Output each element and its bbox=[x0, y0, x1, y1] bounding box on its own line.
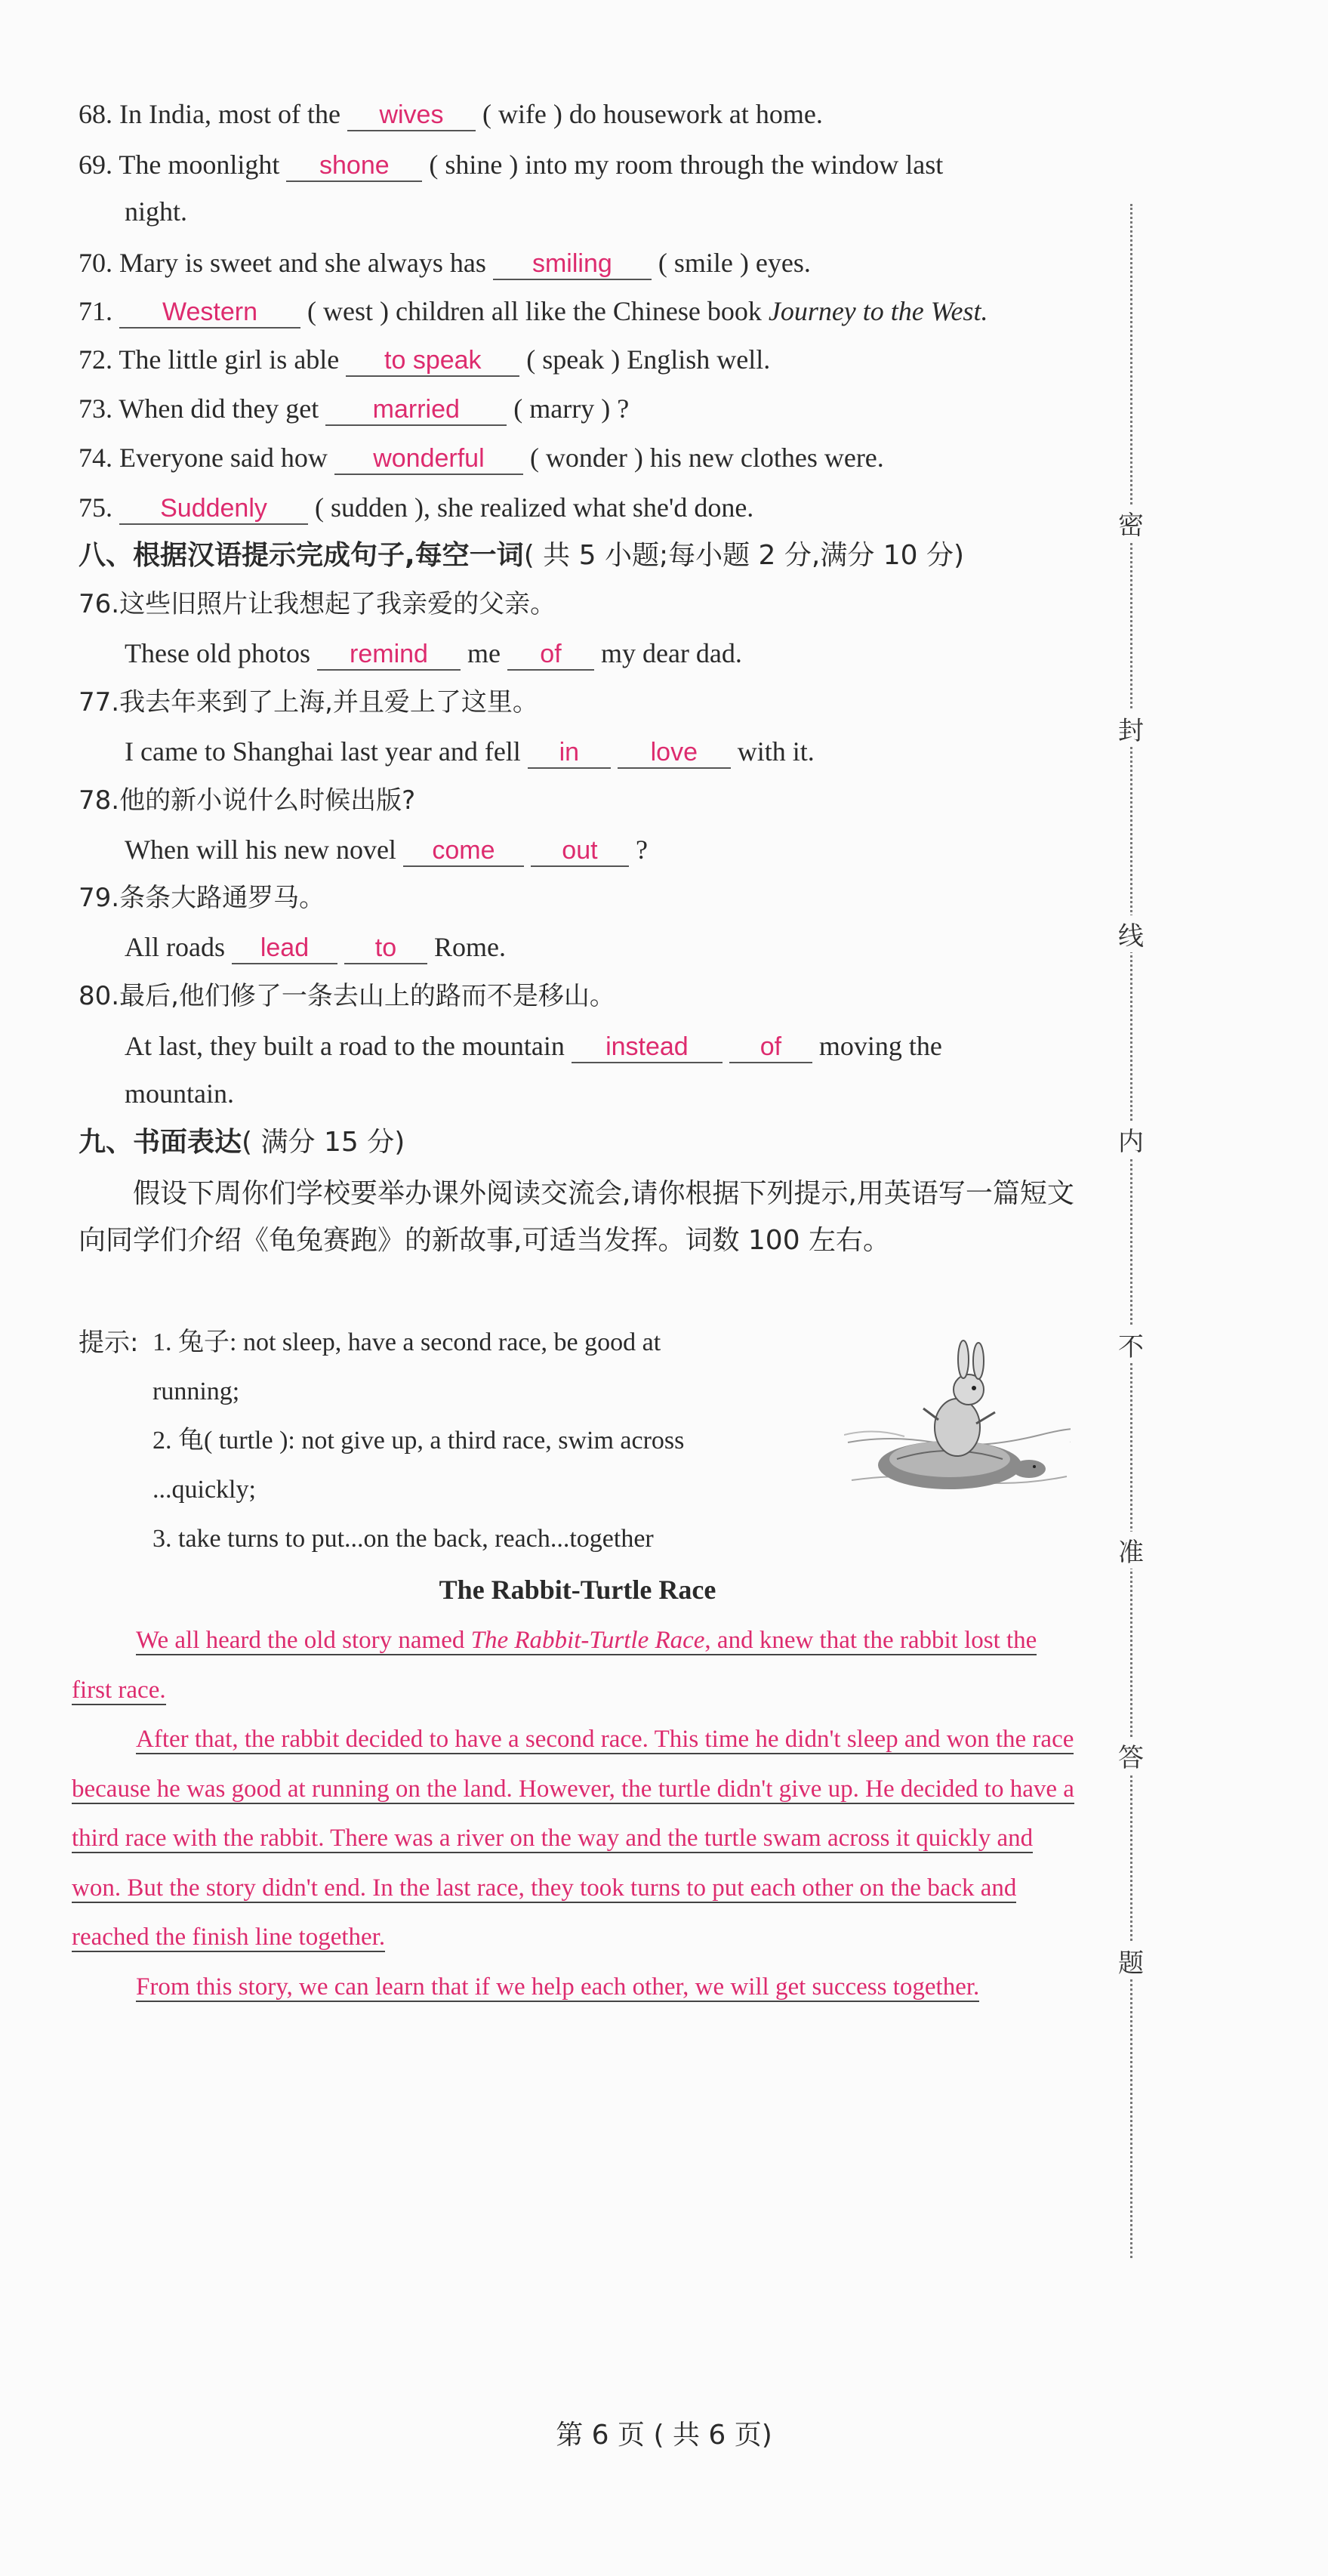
question-77-english: I came to Shanghai last year and fell in love with it. bbox=[125, 734, 815, 769]
essay-paragraph: From this story, we can learn that if we help each other, we will get success together. bbox=[136, 1973, 980, 2001]
answer-blank: to bbox=[344, 933, 427, 964]
seal-char: 密 bbox=[1116, 504, 1146, 541]
answer-blank: remind bbox=[317, 639, 461, 671]
writing-prompt: 假设下周你们学校要举办课外阅读交流会,请你根据下列提示,用英语写一篇短文向同学们介绍《龟兔赛跑》的新故事,可适当发挥。词数 100 左右。 bbox=[79, 1178, 1074, 1256]
essay-answer bbox=[72, 1616, 1076, 2012]
answer-blank: wonderful bbox=[334, 443, 523, 475]
question-80-english: At last, they built a road to the mountain instead of moving the bbox=[125, 1029, 942, 1063]
question-78-english: When will his new novel come out ? bbox=[125, 832, 648, 867]
answer-blank: love bbox=[618, 737, 731, 769]
page-number: 第 6 页 ( 共 6 页) bbox=[556, 2420, 772, 2451]
answer-blank: instead bbox=[572, 1032, 723, 1063]
answer-blank: come bbox=[403, 835, 524, 867]
hint-label: 提示: bbox=[79, 1328, 139, 1358]
question-76-english: These old photos remind me of my dear dad. bbox=[125, 636, 742, 671]
seal-char: 内 bbox=[1116, 1121, 1146, 1158]
section-8-heading: 八、根据汉语提示完成句子,每空一词( 共 5 小题;每小题 2 分,满分 10 分) bbox=[79, 540, 965, 571]
question-74: 74. Everyone said how wonderful ( wonder ) his new clothes were. bbox=[79, 440, 884, 475]
answer-blank: shone bbox=[286, 150, 422, 182]
answer-blank: in bbox=[528, 737, 611, 769]
answer-blank: lead bbox=[232, 933, 337, 964]
rabbit-turtle-illustration bbox=[844, 1329, 1071, 1503]
answer-blank: wives bbox=[347, 100, 476, 131]
seal-char: 准 bbox=[1116, 1532, 1146, 1569]
question-72: 72. The little girl is able to speak ( speak ) English well. bbox=[79, 342, 770, 377]
answer-blank: of bbox=[507, 639, 594, 671]
hint-item: 3. take turns to put...on the back, reach...together bbox=[153, 1525, 654, 1553]
essay-title: The Rabbit-Turtle Race bbox=[439, 1575, 716, 1605]
question-68: 68. In India, most of the wives ( wife ) do housework at home. bbox=[79, 97, 823, 131]
answer-blank: Suddenly bbox=[119, 493, 308, 525]
answer-blank: to speak bbox=[346, 345, 519, 377]
question-73: 73. When did they get married ( marry ) ? bbox=[79, 391, 629, 426]
seal-char: 线 bbox=[1116, 915, 1146, 952]
question-71: 71. Western ( west ) children all like the Chinese book Journey to the West. bbox=[79, 294, 988, 329]
hint-item: running; bbox=[153, 1377, 240, 1405]
hint-item: ...quickly; bbox=[153, 1476, 256, 1504]
essay-paragraph: After that, the rabbit decided to have a second race. This time he didn't sleep and won the race because he was good at running on the land. However, the turtle didn't give up. He decided to have a third race with the rabbit. There was a river on the way and the turtle swam across it quickly and won. But the story didn't end. In the last race, they took turns to put each other on the back and reached the finish line together. bbox=[72, 1726, 1074, 1951]
seal-char: 封 bbox=[1116, 710, 1146, 747]
question-76-chinese: 76.这些旧照片让我想起了我亲爱的父亲。 bbox=[79, 589, 556, 619]
answer-blank: married bbox=[325, 394, 507, 426]
essay-paragraph: We all heard the old story named The Rabbit-Turtle Race, and knew that the rabbit lost the first race. bbox=[72, 1627, 1037, 1704]
question-70: 70. Mary is sweet and she always has smiling ( smile ) eyes. bbox=[79, 245, 811, 280]
answer-blank: smiling bbox=[493, 248, 652, 280]
question-79-english: All roads lead to Rome. bbox=[125, 930, 506, 964]
question-75: 75. Suddenly ( sudden ), she realized what she'd done. bbox=[79, 490, 753, 525]
answer-blank: of bbox=[729, 1032, 812, 1063]
question-69: 69. The moonlight shone ( shine ) into my room through the window last bbox=[79, 147, 943, 182]
seal-char: 题 bbox=[1116, 1942, 1146, 1979]
answer-blank: Western bbox=[119, 297, 300, 329]
question-69-continuation: night. bbox=[125, 196, 188, 227]
question-78-chinese: 78.他的新小说什么时候出版? bbox=[79, 785, 416, 816]
seal-char: 不 bbox=[1116, 1326, 1146, 1363]
hint-item: 2. 龟( turtle ): not give up, a third race, swim across bbox=[153, 1427, 685, 1455]
answer-blank: out bbox=[531, 835, 629, 867]
hint-item: 1. 兔子: not sleep, have a second race, be good at bbox=[153, 1328, 661, 1356]
question-79-chinese: 79.条条大路通罗马。 bbox=[79, 883, 325, 913]
seal-char: 答 bbox=[1116, 1737, 1146, 1774]
question-77-chinese: 77.我去年来到了上海,并且爱上了这里。 bbox=[79, 687, 538, 717]
question-80-chinese: 80.最后,他们修了一条去山上的路而不是移山。 bbox=[79, 981, 615, 1011]
section-9-heading: 九、书面表达( 满分 15 分) bbox=[79, 1127, 405, 1158]
question-80-continuation: mountain. bbox=[125, 1078, 234, 1109]
